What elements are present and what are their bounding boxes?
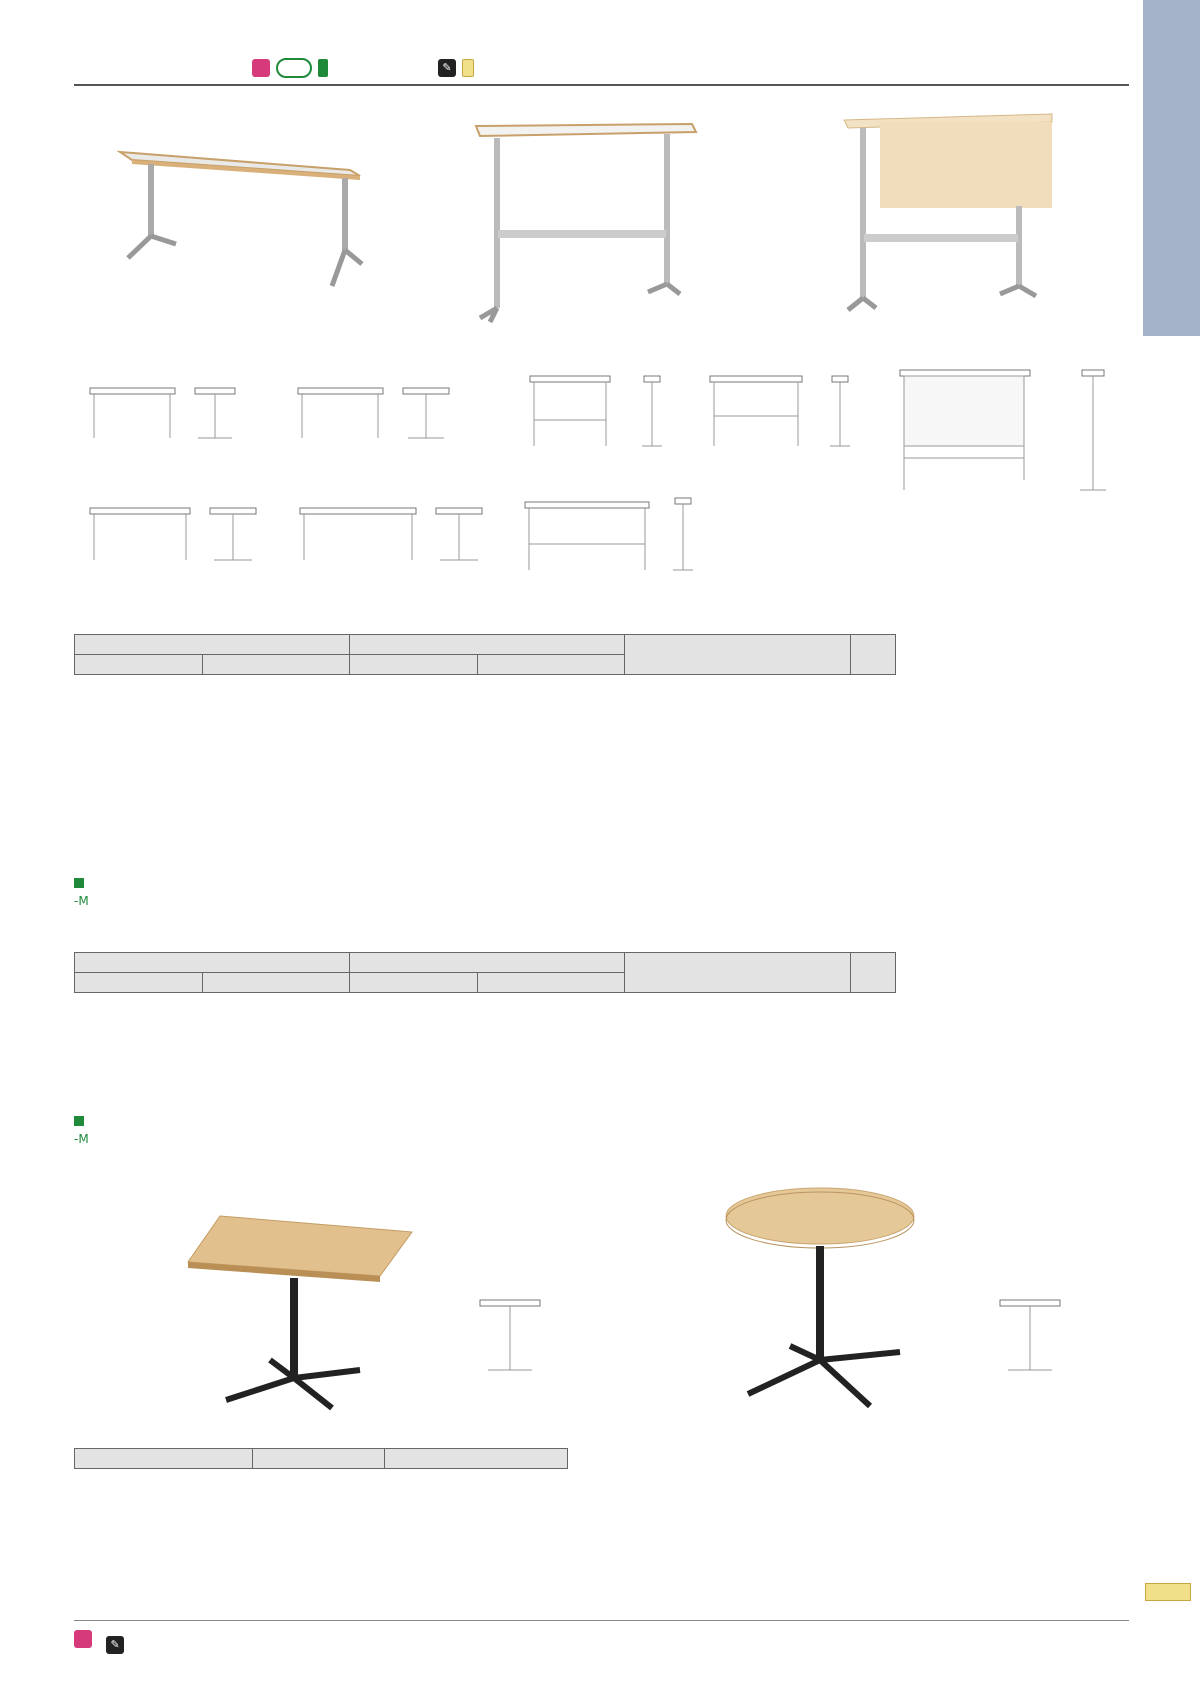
assembly-icon: ✎ bbox=[438, 59, 456, 77]
dimension-drawing-7575 bbox=[470, 1290, 570, 1390]
header-rule bbox=[74, 84, 1129, 86]
t-leg-spec-table bbox=[74, 634, 896, 675]
col-code bbox=[349, 973, 477, 993]
assembly-icon: ✎ bbox=[106, 1636, 124, 1654]
dimension-drawing-fktt1875 bbox=[290, 498, 490, 573]
sidebar-current-category[interactable] bbox=[1143, 0, 1200, 336]
group-painted bbox=[75, 953, 350, 973]
col-weight bbox=[850, 635, 895, 675]
col-price bbox=[477, 655, 624, 675]
dimension-drawing-fktt1575 bbox=[80, 498, 270, 573]
footer-notes bbox=[74, 1630, 130, 1654]
col-code bbox=[349, 655, 477, 675]
juchu-icon bbox=[74, 1630, 92, 1648]
group-plated bbox=[349, 953, 624, 973]
t-leg-note-2: -M bbox=[74, 894, 89, 908]
dimension-drawing-fktk1540 bbox=[700, 366, 870, 456]
counter-leg-table-image bbox=[470, 118, 700, 328]
sidebar-osusume[interactable] bbox=[1145, 1583, 1191, 1601]
juchu-icon bbox=[252, 59, 270, 77]
counter-leg-modesty-table-image bbox=[840, 110, 1060, 320]
col-price bbox=[253, 1449, 385, 1469]
col-code bbox=[75, 1449, 253, 1469]
col-price bbox=[202, 973, 349, 993]
dimension-drawing-fktt1265 bbox=[80, 378, 260, 448]
group-plated bbox=[349, 635, 624, 655]
group-painted bbox=[75, 635, 350, 655]
col-weight bbox=[850, 953, 895, 993]
dimension-drawing-m75 bbox=[990, 1290, 1090, 1390]
dimension-drawing-fktk1840 bbox=[515, 490, 715, 582]
round-cross-leg-table-image bbox=[720, 1186, 940, 1426]
counter-spec-table bbox=[74, 952, 896, 993]
counter-note-1 bbox=[74, 1114, 84, 1128]
category-sidebar bbox=[1143, 0, 1200, 1697]
col-code bbox=[75, 973, 203, 993]
footer-rule bbox=[74, 1620, 1129, 1621]
col-price bbox=[202, 655, 349, 675]
col-dimensions bbox=[624, 953, 850, 993]
col-dimensions bbox=[624, 635, 850, 675]
dimension-drawing-fktk1240 bbox=[520, 366, 685, 456]
t-leg-note-1 bbox=[74, 876, 84, 890]
osusume-badge bbox=[462, 59, 474, 77]
square-cross-leg-table-image bbox=[180, 1210, 420, 1420]
eco-mark-icon bbox=[276, 58, 312, 78]
col-price bbox=[477, 973, 624, 993]
dimension-drawing-fktk1240g-m bbox=[890, 360, 1120, 510]
green-purchase-badge bbox=[318, 59, 328, 77]
cross-leg-spec-table bbox=[74, 1448, 568, 1469]
counter-note-2: -M bbox=[74, 1132, 89, 1146]
dimension-drawing-fktt1275 bbox=[288, 378, 468, 448]
t-leg-table-image bbox=[110, 140, 370, 300]
col-dimensions bbox=[385, 1449, 568, 1469]
col-code bbox=[75, 655, 203, 675]
